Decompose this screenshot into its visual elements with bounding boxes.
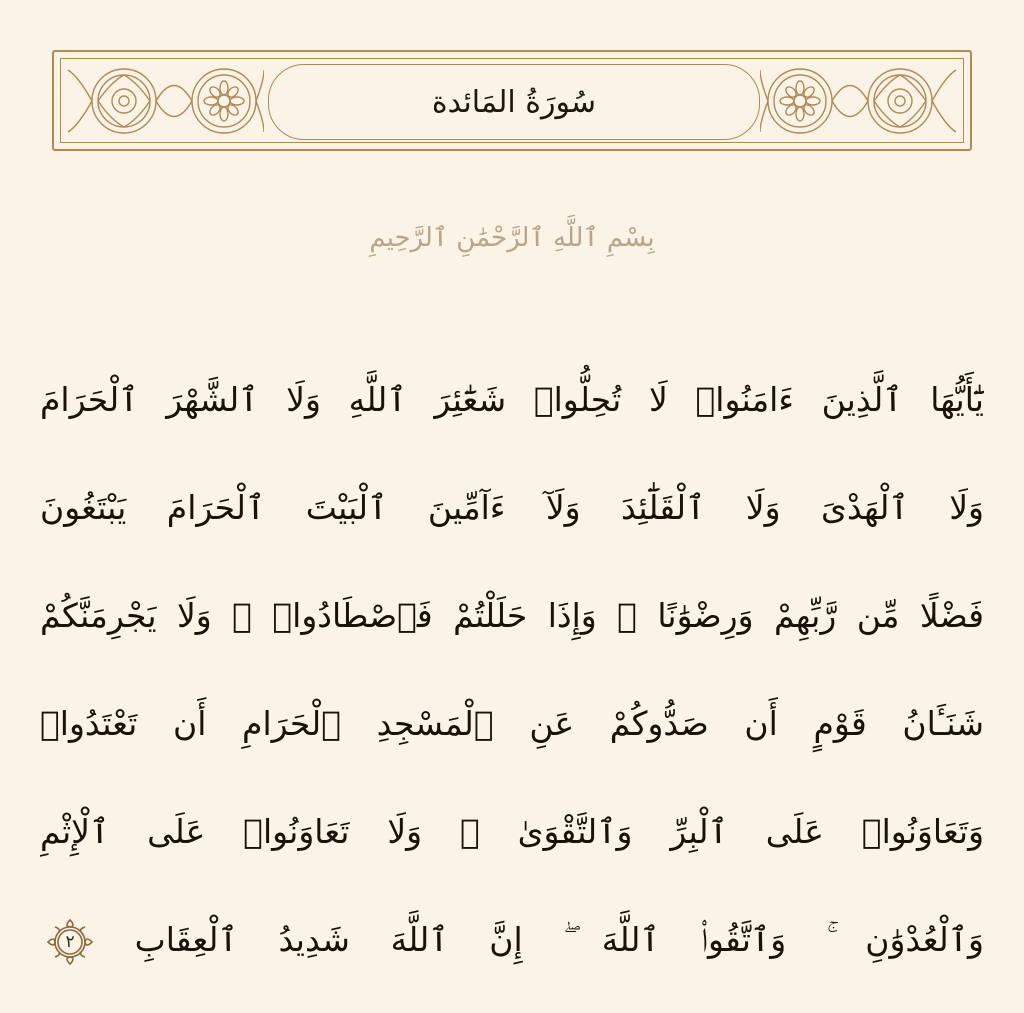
verse-line: فَضْلًا مِّن رَّبِّهِمْ وَرِضْوَٰنًا ۚ وَإِذَا حَلَلْتُمْ فَٱصْطَادُوا۟ ۚ وَلَا يَجْرِمَنَّكُمْ — [40, 596, 984, 635]
verse-text — [40, 350, 984, 998]
rosette-ornament-icon — [64, 60, 264, 142]
verse-line: وَتَعَاوَنُوا۟ عَلَى ٱلْبِرِّ وَٱلتَّقْوَىٰ ۖ وَلَا تَعَاوَنُوا۟ عَلَى ٱلْإِثْمِ — [40, 812, 984, 851]
verse-line-last — [40, 890, 984, 998]
surah-header-frame — [52, 50, 972, 151]
surah-title-panel — [268, 64, 760, 140]
verse-line-text: وَٱلْعُدْوَٰنِ ۚ وَٱتَّقُوا۟ ٱللَّهَ ۖ إِنَّ ٱللَّهَ شَدِيدُ ٱلْعِقَابِ — [134, 920, 984, 959]
ayah-number: ٢ — [65, 931, 75, 952]
verse-line: شَنَـَٔانُ قَوْمٍ أَن صَدُّوكُمْ عَنِ ٱلْمَسْجِدِ ٱلْحَرَامِ أَن تَعْتَدُوا۟ — [40, 704, 984, 743]
verse-line: وَلَا ٱلْهَدْىَ وَلَا ٱلْقَلَٰٓئِدَ وَلَآ ءَآمِّينَ ٱلْبَيْتَ ٱلْحَرَامَ يَبْتَغُونَ — [40, 488, 984, 527]
ayah-end-marker-icon — [46, 918, 94, 966]
verse-line: يَٰٓأَيُّهَا ٱلَّذِينَ ءَامَنُوا۟ لَا تُحِلُّوا۟ شَعَٰٓئِرَ ٱللَّهِ وَلَا ٱلشَّهْرَ ٱلْحَرَامَ — [40, 380, 984, 419]
rosette-ornament-icon — [760, 60, 960, 142]
surah-title: سُورَةُ المَائدة — [431, 84, 597, 120]
basmala: بِسْمِ ٱللَّهِ ٱلرَّحْمَٰنِ ٱلرَّحِيمِ — [369, 223, 655, 253]
